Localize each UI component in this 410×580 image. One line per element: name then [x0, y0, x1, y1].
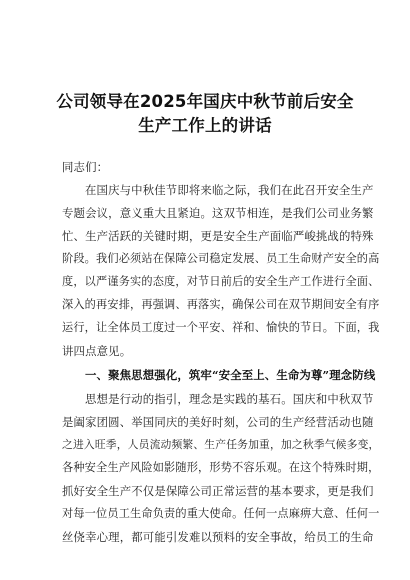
document-title-line-1: 公司领导在2025年国庆中秋节前后安全 — [56, 92, 354, 111]
paragraph-2-line: 对每一位员工生命负责的重大使命。任何一点麻痹大意、任何一 — [62, 507, 380, 520]
paragraph-2-line: 抓好安全生产不仅是保障公司正常运营的基本要求，更是我们 — [62, 484, 374, 498]
paragraph-2-line: 丝侥幸心理，都可能引发难以预料的安全事故，给员工的生命 — [62, 530, 374, 544]
paragraph-1-line: 忙、生产活跃的关键时期，更是安全生产面临严峻挑战的特殊 — [62, 229, 374, 243]
section-1-heading: 一、聚焦思想强化，筑牢“安全至上、生命为尊”理念防线 — [85, 368, 376, 382]
paragraph-1-line: 讲四点意见。 — [62, 344, 132, 358]
paragraph-1-line: 运行，让全体员工度过一个平安、祥和、愉快的节日。下面，我 — [62, 321, 380, 334]
paragraph-1-line: 专题会议，意义重大且紧迫。这双节相连，是我们公司业务繁 — [62, 206, 374, 220]
paragraph-1-line: 深入的再安排，再强调、再落实，确保公司在双节期间安全有序 — [62, 298, 380, 311]
paragraph-1-line: 阶段。我们必须站在保障公司稳定发展、员工生命财产安全的高 — [62, 252, 380, 265]
paragraph-2-line: 各种安全生产风险如影随形，形势不容乐观。在这个特殊时期， — [62, 461, 380, 474]
paragraph-2-line: 之进入旺季，人员流动频繁、生产任务加重，加之秋季气候多变， — [62, 438, 380, 451]
paragraph-2-line: 思想是行动的指引，理念是实践的基石。国庆和中秋双节 — [85, 392, 374, 406]
document-title-line-2: 生产工作上的讲话 — [138, 116, 272, 135]
paragraph-1-line: 在国庆与中秋佳节即将来临之际，我们在此召开安全生产 — [85, 183, 374, 197]
paragraph-2-line: 是阖家团圆、举国同庆的美好时刻，公司的生产经营活动也随 — [62, 415, 374, 429]
salutation: 同志们： — [62, 160, 109, 174]
paragraph-1-line: 度，以严谨务实的态度，对节日前后的安全生产工作进行全面、 — [62, 275, 380, 288]
